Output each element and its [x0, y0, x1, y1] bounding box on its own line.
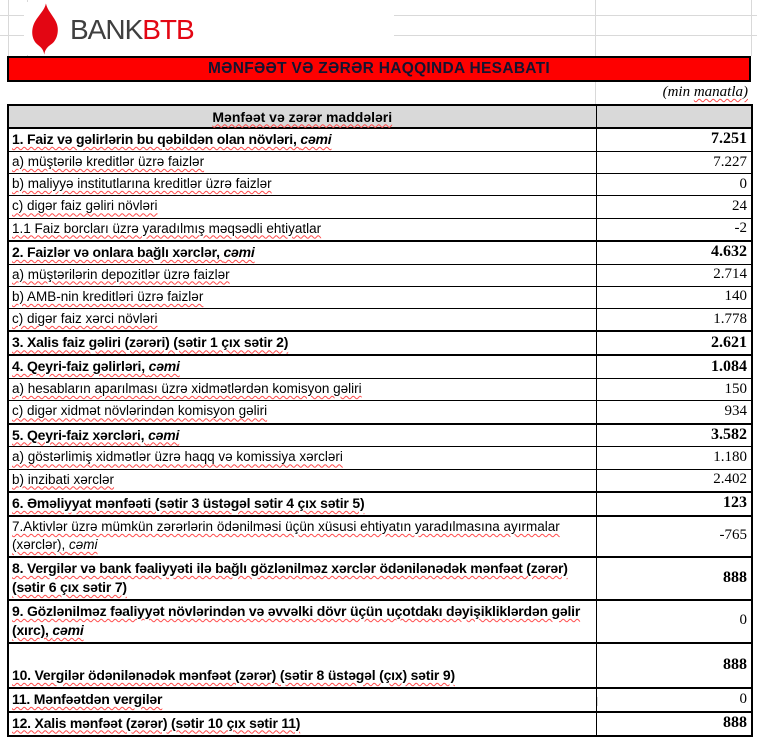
- logo-text: [70, 14, 194, 46]
- row-label: [8, 309, 596, 332]
- row-label-text: 4. Qeyri-faiz gəlirləri,: [12, 358, 149, 375]
- gridline-vertical: [8, 0, 9, 56]
- unit-note: [663, 84, 748, 101]
- table-row: [8, 688, 752, 712]
- row-value: 1.180: [596, 447, 752, 469]
- row-label-text: 11. Mənfəətdən vergilər: [12, 690, 163, 707]
- table-row: [8, 516, 752, 557]
- table-header-row: [8, 105, 752, 128]
- row-value: -765: [596, 516, 752, 557]
- table-row: [8, 557, 752, 600]
- table-row: [8, 379, 752, 401]
- table-row: [8, 447, 752, 469]
- row-value: 7.251: [596, 128, 752, 151]
- row-label-text: b) inzibati xərclər: [12, 471, 115, 487]
- table-row: [8, 331, 752, 355]
- table-row: [8, 401, 752, 424]
- row-label: [8, 379, 596, 401]
- row-label-text: a) hesabların aparılması üzrə xidmətlərdən komisyon gəliri: [12, 381, 362, 397]
- logo-text-btb: BTB: [142, 13, 194, 45]
- table-row: [8, 492, 752, 516]
- gridline-vertical: [595, 0, 596, 56]
- table-row: [8, 712, 752, 736]
- row-value: 140: [596, 286, 752, 308]
- row-label-italic-text: cəmi: [52, 621, 84, 638]
- pl-table-body: [8, 128, 752, 736]
- table-row: [8, 424, 752, 447]
- row-label-text: 12. Xalis mənfəət (zərər) (sətir 10 çıx sətir 11): [12, 714, 301, 731]
- row-value: 888: [596, 643, 752, 688]
- row-value: 4.632: [596, 241, 752, 264]
- unit-note-prefix: (min: [662, 84, 694, 100]
- row-value: 2.621: [596, 331, 752, 355]
- table-row: [8, 174, 752, 196]
- row-value: -2: [596, 218, 752, 241]
- row-value: 888: [596, 557, 752, 600]
- row-label-italic-text: cəmi: [223, 243, 255, 260]
- pl-table-header-label: [8, 105, 596, 128]
- table-row: [8, 643, 752, 688]
- table-row: [8, 309, 752, 332]
- row-label: [8, 688, 596, 712]
- row-value: 0: [596, 600, 752, 643]
- row-label: [8, 712, 596, 736]
- row-value: 1.084: [596, 355, 752, 378]
- report-title-banner: [7, 56, 751, 82]
- row-label: [8, 286, 596, 308]
- report-title: MƏNFƏƏT VƏ ZƏRƏR HAQQINDA HESABATI: [207, 60, 551, 77]
- table-row: [8, 469, 752, 492]
- row-label: [8, 241, 596, 264]
- row-label: [8, 401, 596, 424]
- row-value: 24: [596, 196, 752, 218]
- table-row: [8, 151, 752, 173]
- row-value: 2.402: [596, 469, 752, 492]
- unit-note-word: manatla): [693, 84, 748, 100]
- table-row: [8, 286, 752, 308]
- row-label-text: 2. Faizlər və onlara bağlı xərclər,: [12, 243, 224, 260]
- row-label: [8, 557, 596, 600]
- row-label: [8, 151, 596, 173]
- row-label-text: a) göstərlimiş xidmətlər üzrə haqq və komissiya xərcləri: [12, 449, 343, 465]
- pl-table: [7, 104, 753, 737]
- row-label-text: b) AMB-nin kreditləri üzrə faizlər: [12, 288, 204, 304]
- row-value: 150: [596, 379, 752, 401]
- row-label-italic-text: cəmi: [148, 358, 180, 375]
- row-label: [8, 196, 596, 218]
- row-label-text: a) müştərilə kreditlər üzrə faizlər: [12, 153, 205, 169]
- row-label: [8, 218, 596, 241]
- row-label-text: 7.Aktivlər üzrə mümkün zərərlərin ödənilməsi üçün xüsusi ehtiyatın yaradılmasına ayırmalar (xərclər),: [12, 518, 560, 552]
- row-label-text: 6. Əməliyyat mənfəəti (sətir 3 üstəgəl sətir 4 çıx sətir 5): [12, 494, 365, 511]
- row-label-text: c) digər faiz xərci növləri: [12, 311, 158, 327]
- row-value: 0: [596, 174, 752, 196]
- row-label: [8, 516, 596, 557]
- logo-text-bank: BANK: [70, 13, 143, 45]
- row-label: [8, 128, 596, 151]
- row-label-text: 9. Gözlənilməz fəaliyyət növlərindən və əvvəlki dövr üçün uçotdakı dəyişikliklərdən gəlir (xırc),: [12, 602, 581, 638]
- row-label: [8, 331, 596, 355]
- table-row: [8, 218, 752, 241]
- row-label-text: 8. Vergilər və bank fəaliyyəti ilə bağlı gözlənilməz xərclər ödənilənədək mənfəət (zərər) (sətir 6 çıx sətir 7): [12, 560, 568, 596]
- row-value: 2.714: [596, 264, 752, 286]
- row-label-text: b) maliyyə institutlarına kreditlər üzrə faizlər: [12, 176, 272, 192]
- row-label: [8, 447, 596, 469]
- row-label: [8, 492, 596, 516]
- row-label-text: 3. Xalis faiz gəliri (zərəri) (sətir 1 çıx sətir 2): [12, 334, 289, 351]
- gridline-vertical: [751, 0, 752, 56]
- row-label-text: 5. Qeyri-faiz xərcləri,: [12, 426, 149, 443]
- row-value: 0: [596, 688, 752, 712]
- flame-icon: [28, 3, 62, 55]
- row-label-italic-text: cəmi: [148, 426, 180, 443]
- row-label: [8, 355, 596, 378]
- table-row: [8, 264, 752, 286]
- row-label: [8, 600, 596, 643]
- row-label: [8, 174, 596, 196]
- row-value: 934: [596, 401, 752, 424]
- table-row: [8, 600, 752, 643]
- row-label-text: c) digər faiz gəliri növləri: [12, 198, 158, 214]
- row-label-italic-text: cəmi: [300, 131, 332, 147]
- bank-logo: [24, 2, 394, 55]
- row-label: [8, 643, 596, 688]
- row-value: 3.582: [596, 424, 752, 447]
- row-value: 123: [596, 492, 752, 516]
- row-label-text: 1.1 Faiz borcları üzrə yaradılmış məqsədli ehtiyatlar: [12, 220, 322, 236]
- row-label-text: c) digər xidmət növlərindən komisyon gəliri: [12, 403, 268, 419]
- row-label-text: 10. Vergilər ödənilənədək mənfəət (zərər) (sətir 8 üstəgəl (çıx) sətir 9): [12, 666, 455, 683]
- row-value: 888: [596, 712, 752, 736]
- table-row: [8, 241, 752, 264]
- pl-table-header-value: [596, 105, 752, 128]
- header-label-text: Mənfəət və zərər maddələri: [212, 108, 393, 125]
- row-label-text: a) müştərilərin depozitlər üzrə faizlər: [12, 266, 230, 282]
- row-label: [8, 424, 596, 447]
- table-row: [8, 196, 752, 218]
- row-label: [8, 469, 596, 492]
- row-label-text: 1. Faiz və gəlirlərin bu qəbildən olan növləri,: [12, 131, 301, 147]
- table-row: [8, 128, 752, 151]
- row-label-italic-text: cəmi: [69, 536, 98, 552]
- row-value: 7.227: [596, 151, 752, 173]
- row-value: 1.778: [596, 309, 752, 332]
- table-row: [8, 355, 752, 378]
- gridline-vertical: [595, 82, 596, 104]
- row-label: [8, 264, 596, 286]
